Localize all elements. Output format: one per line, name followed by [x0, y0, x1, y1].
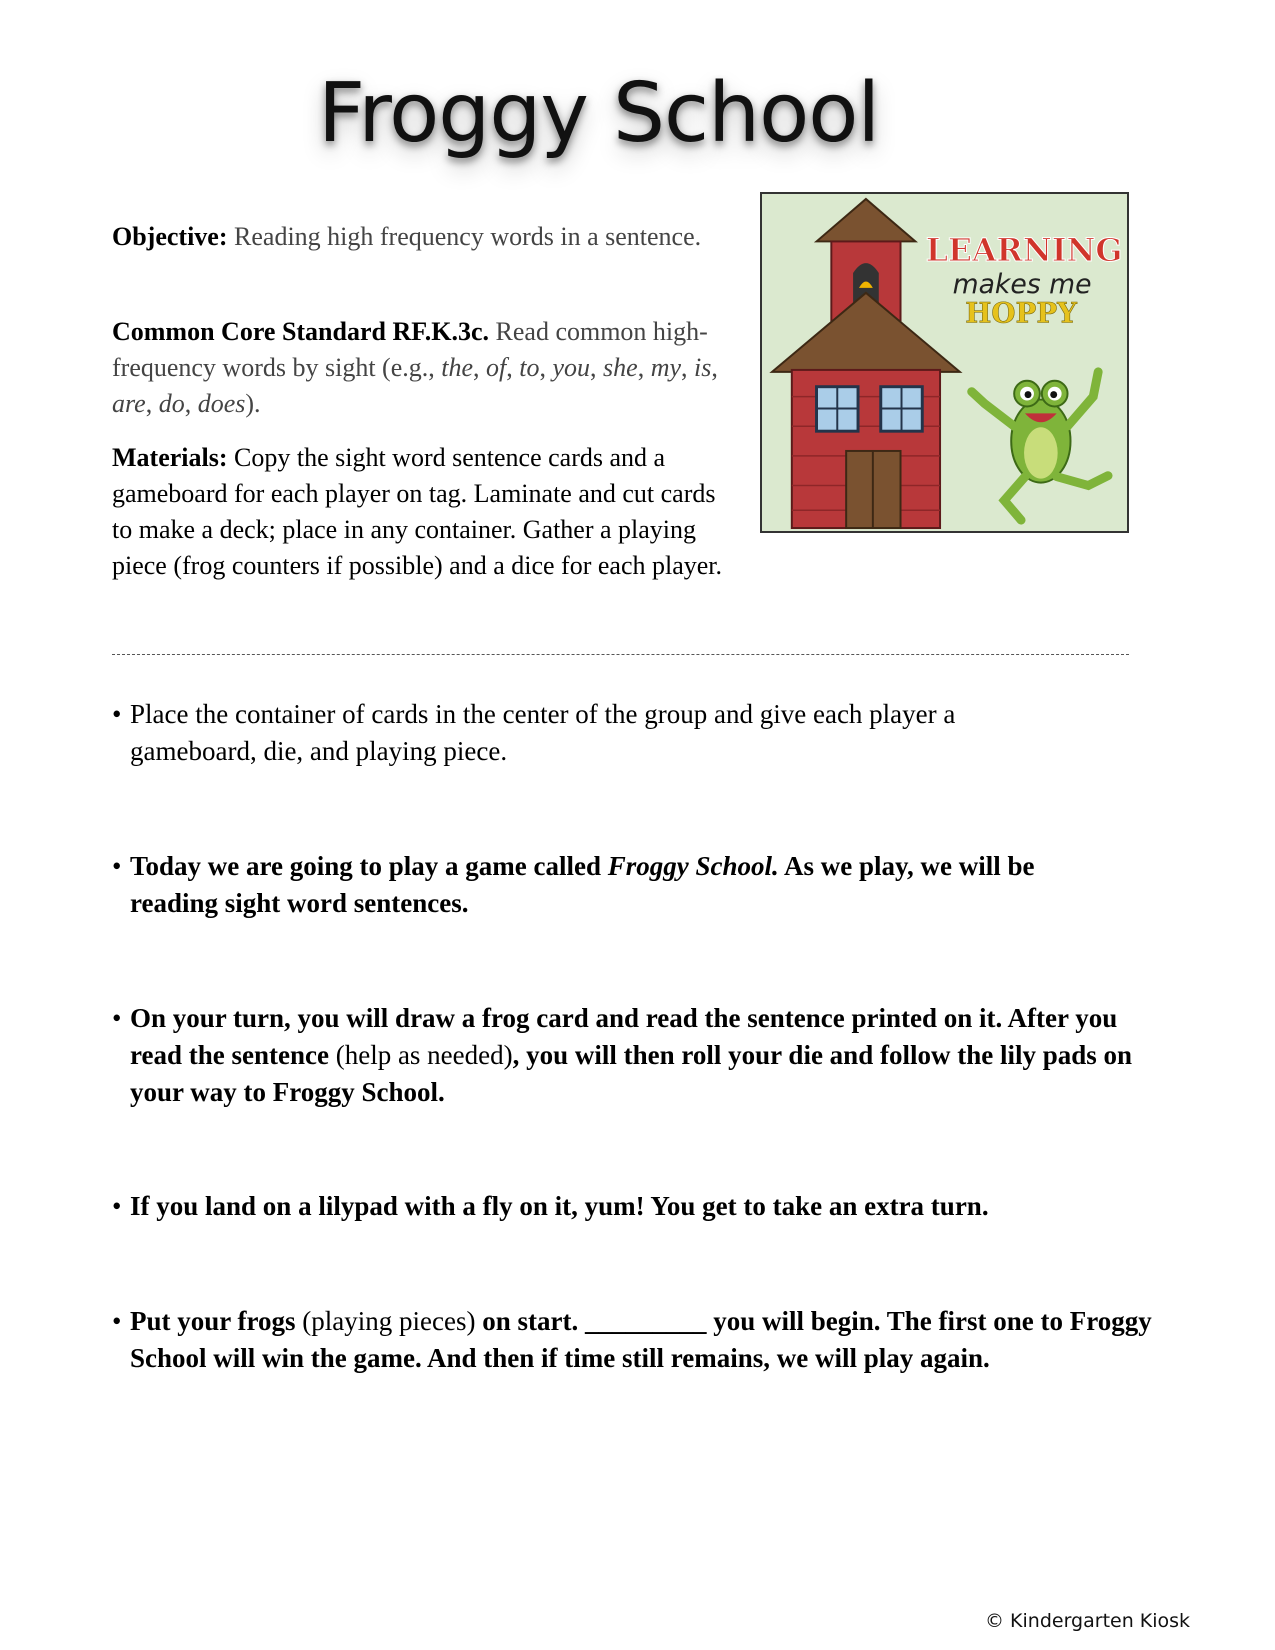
bullet-icon: • — [112, 1003, 122, 1033]
bullet-icon: • — [112, 851, 122, 881]
example-word: does — [197, 389, 246, 418]
list-item — [112, 1303, 1152, 1377]
materials-paragraph — [112, 440, 742, 584]
bullet-text: As we play, we will be reading sight word sentences. — [130, 851, 1035, 918]
schoolhouse-illustration — [760, 192, 1129, 533]
bullet-text: on start. _________ you will begin. The first one to Froggy School will win the game. And then if time still remains, we will play again. — [130, 1306, 1152, 1373]
bullet-text: Today we are going to play a game called — [130, 851, 608, 881]
page-title: Froggy School — [318, 66, 880, 161]
list-item — [112, 1000, 1152, 1111]
example-word: my — [650, 353, 682, 382]
bullet-text: Put your frogs — [130, 1306, 296, 1336]
objective-text: Reading high frequency words in a sentence. — [227, 222, 702, 251]
bullet-text: If you land on a lilypad with a fly on it, yum! You get to take an extra turn. — [130, 1191, 989, 1221]
bullet-aside: (playing pieces) — [295, 1306, 476, 1336]
example-word: she — [603, 353, 638, 382]
materials-text: Copy the sight word sentence cards and a gameboard for each player on tag. Laminate and cut cards to make a deck; place in any container. Gather a playing piece (frog counters if possible) and a dice for each player. — [112, 443, 723, 580]
list-item — [112, 696, 1042, 770]
example-word: do — [158, 389, 185, 418]
bullet-icon: • — [112, 699, 122, 729]
bullet-aside: (help as needed) — [328, 1040, 513, 1070]
example-word: of — [486, 353, 507, 382]
objective-label: Objective: — [112, 222, 228, 251]
makes-me-text: makes me — [952, 268, 1092, 300]
bullet-icon: • — [112, 1306, 122, 1336]
list-item — [112, 1188, 1152, 1225]
example-word: are — [112, 389, 146, 418]
materials-label: Materials: — [112, 443, 228, 472]
bullet-icon: • — [112, 1191, 122, 1221]
list-item — [112, 848, 1112, 922]
objective-paragraph — [112, 219, 737, 255]
bullet-game-name: Froggy School. — [607, 851, 779, 881]
bullet-text: On your turn, you will draw a frog card and read the sentence printed on it. After you read the sentence — [130, 1003, 1118, 1070]
example-word: to — [519, 353, 540, 382]
example-word: you — [552, 353, 591, 382]
standard-paragraph: Common Core Standard RF.K.3c. Read common high-frequency words by sight (e.g., the, of, to, you, she, my, is, are, do, does). — [112, 317, 718, 418]
hoppy-text: HOPPY — [965, 296, 1077, 330]
bullet-text: , you will then roll your die and follow the lily pads on your way to Froggy School. — [130, 1040, 1133, 1107]
standard-text: Read common high-frequency words by sight (e.g., — [112, 317, 708, 382]
bullet-text: Place the container of cards in the center of the group and give each player a gameboard, die, and playing piece. — [130, 699, 956, 766]
learning-text: LEARNING — [925, 232, 1123, 270]
standard-label: Common Core Standard RF.K.3c. — [112, 317, 490, 346]
dashed-divider — [112, 654, 1129, 655]
example-word: is — [694, 353, 712, 382]
standard-text-end: ). — [245, 389, 261, 418]
example-word: the — [441, 353, 474, 382]
copyright-footer: © Kindergarten Kiosk — [985, 1610, 1191, 1632]
